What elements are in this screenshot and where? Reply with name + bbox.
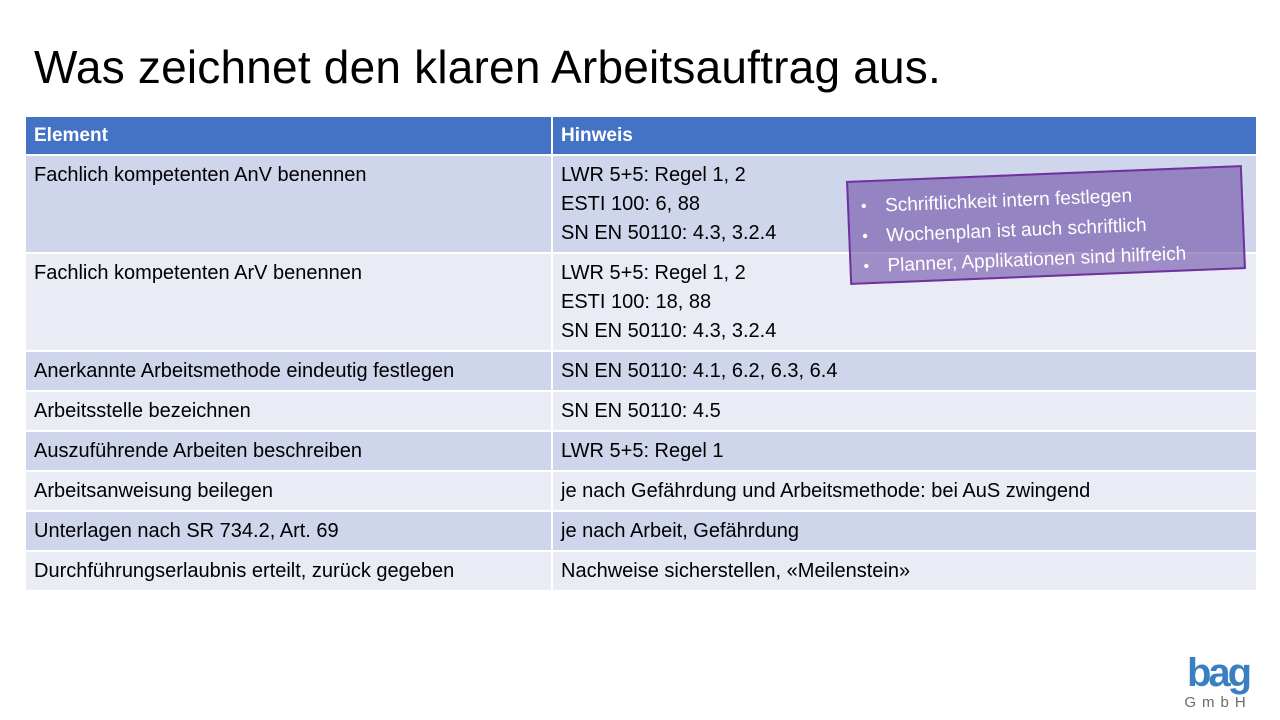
hinweis-cell	[552, 511, 1257, 551]
header-element: Element	[25, 116, 552, 155]
hinweis-cell	[552, 551, 1257, 591]
table-header-row	[25, 116, 1257, 155]
hinweis-line: ESTI 100: 6, 88	[561, 193, 700, 215]
hinweis-cell	[552, 431, 1257, 471]
logo-mark: bag	[1186, 652, 1250, 695]
element-cell: Fachlich kompetenten ArV benennen	[25, 253, 552, 351]
hinweis-line: LWR 5+5: Regel 1	[561, 440, 724, 462]
table-row	[25, 351, 1257, 391]
slide-title: Was zeichnet den klaren Arbeitsauftrag aus.	[34, 41, 941, 93]
annotation-item: • Wochenplan ist auch schriftlich	[858, 207, 1235, 252]
element-cell: Durchführungserlaubnis erteilt, zurück gegeben	[25, 551, 552, 591]
annotation-item: • Planner, Applikationen sind hilfreich	[859, 237, 1236, 282]
annotation-item: • Schriftlichkeit intern festlegen	[857, 177, 1234, 222]
element-cell: Unterlagen nach SR 734.2, Art. 69	[25, 511, 552, 551]
element-cell: Auszuführende Arbeiten beschreiben	[25, 431, 552, 471]
element-cell: Arbeitsstelle bezeichnen	[25, 391, 552, 431]
element-cell: Fachlich kompetenten AnV benennen	[25, 155, 552, 253]
hinweis-line: SN EN 50110: 4.1, 6.2, 6.3, 6.4	[561, 360, 838, 382]
hinweis-line: SN EN 50110: 4.5	[561, 400, 721, 422]
hinweis-line: SN EN 50110: 4.3, 3.2.4	[561, 222, 777, 244]
table-row	[25, 391, 1257, 431]
header-hinweis: Hinweis	[552, 116, 1257, 155]
annotation-list	[857, 177, 1236, 282]
hinweis-line: je nach Gefährdung und Arbeitsmethode: bei AuS zwingend	[561, 480, 1091, 502]
table-row	[25, 431, 1257, 471]
hinweis-cell	[552, 471, 1257, 511]
element-cell: Arbeitsanweisung beilegen	[25, 471, 552, 511]
hinweis-cell	[552, 351, 1257, 391]
table-row	[25, 551, 1257, 591]
hinweis-line: SN EN 50110: 4.3, 3.2.4	[561, 320, 777, 342]
bullet-icon: •	[861, 228, 869, 246]
hinweis-line: je nach Arbeit, Gefährdung	[561, 520, 799, 542]
logo-subtext: GmbH	[1184, 694, 1252, 710]
company-logo	[1176, 652, 1260, 710]
bullet-icon: •	[863, 258, 870, 276]
annotation-box	[846, 165, 1246, 285]
hinweis-line: LWR 5+5: Regel 1, 2	[561, 262, 746, 284]
hinweis-line: LWR 5+5: Regel 1, 2	[561, 164, 746, 186]
table-row	[25, 471, 1257, 511]
bullet-icon: •	[860, 198, 868, 216]
table-row	[25, 511, 1257, 551]
hinweis-line: ESTI 100: 18, 88	[561, 291, 712, 313]
element-cell: Anerkannte Arbeitsmethode eindeutig festlegen	[25, 351, 552, 391]
hinweis-cell	[552, 391, 1257, 431]
hinweis-line: Nachweise sicherstellen, «Meilenstein»	[561, 560, 911, 582]
